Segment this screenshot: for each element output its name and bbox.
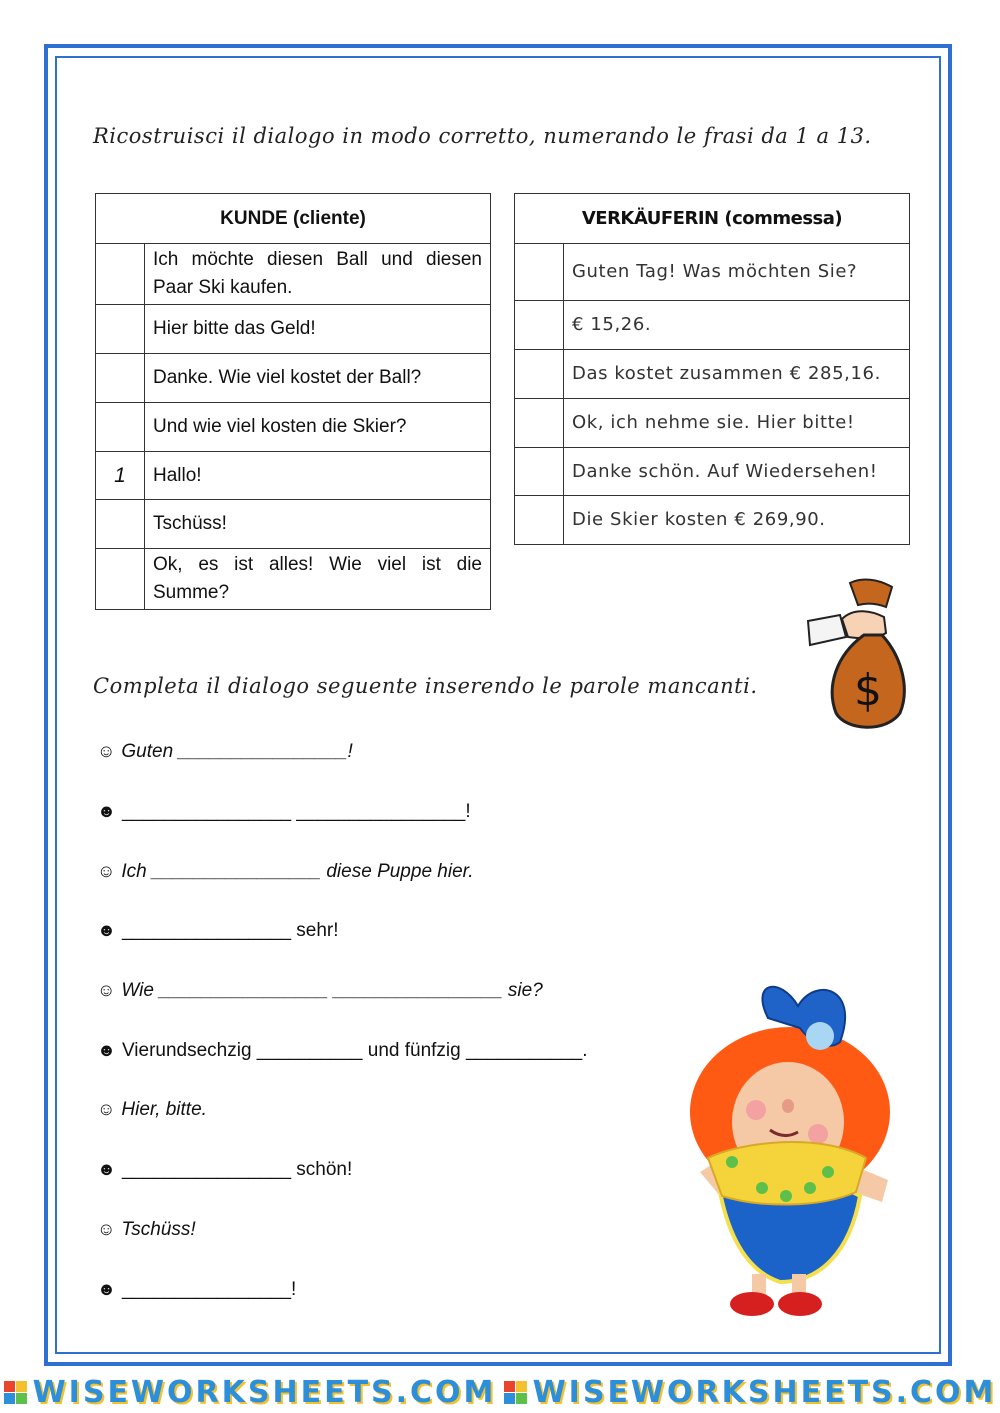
bow-knot — [806, 1022, 834, 1050]
dialogue-line — [97, 801, 471, 823]
dialogue-text[interactable]: Ich ________________ diese Puppe hier. — [121, 861, 474, 882]
dialogue-text[interactable]: ________________ schön! — [121, 1159, 353, 1180]
dialogue-text: Hier, bitte. — [121, 1099, 207, 1120]
dialogue-line — [97, 1159, 352, 1181]
footer-brand — [504, 1375, 997, 1410]
kunde-number-cell[interactable] — [96, 244, 145, 305]
smiley-icon: ☺ — [97, 1219, 116, 1239]
kunde-table — [95, 193, 491, 610]
kunde-table-header: KUNDE (cliente) — [96, 194, 491, 244]
doll-nose — [782, 1099, 794, 1113]
dialogue-text[interactable]: Vierundsechzig __________ und fünfzig ___________. — [121, 1040, 588, 1061]
smiley-icon: ☺ — [97, 741, 116, 761]
dialogue-line — [97, 861, 474, 883]
dialogue-line — [97, 741, 353, 763]
dialogue-text[interactable]: ________________! — [121, 1279, 297, 1300]
kunde-line: Ich möchte diesen Ball und diesen Paar Ski kaufen. — [145, 244, 491, 305]
dollar-sign: $ — [854, 665, 882, 716]
dialogue-text: Tschüss! — [121, 1219, 196, 1240]
bag-top — [850, 580, 892, 607]
verkaeuferin-line: € 15,26. — [564, 301, 910, 350]
verkaeuferin-number-cell[interactable] — [515, 244, 564, 301]
kunde-number-cell[interactable]: 1 — [96, 452, 145, 500]
kunde-line: Hier bitte das Geld! — [145, 305, 491, 354]
kunde-number-cell[interactable] — [96, 354, 145, 403]
cheek — [808, 1124, 828, 1144]
kunde-number-cell[interactable] — [96, 305, 145, 354]
verkaeuferin-line: Das kostet zusammen € 285,16. — [564, 350, 910, 399]
smiley-icon: ☺ — [97, 861, 116, 881]
smiley-filled-icon: ☻ — [97, 1159, 116, 1179]
wise-logo-icon — [4, 1381, 27, 1404]
dialogue-text[interactable]: Guten ________________! — [121, 741, 353, 762]
dialogue-text[interactable]: ________________ ________________! — [121, 801, 471, 822]
flower-decoration — [780, 1190, 792, 1202]
brand-text: WISEWORKSHEETS.COM — [532, 1375, 997, 1410]
instruction-complete: Completa il dialogo seguente inserendo le parole mancanti. — [93, 674, 758, 698]
dialogue-text[interactable]: ________________ sehr! — [121, 920, 339, 941]
smiley-filled-icon: ☻ — [97, 801, 116, 821]
smiley-filled-icon: ☻ — [97, 920, 116, 940]
dialogue-line — [97, 980, 543, 1002]
verkaeuferin-number-cell[interactable] — [515, 496, 564, 545]
flower-decoration — [756, 1182, 768, 1194]
doll-illustration — [660, 982, 896, 1318]
verkaeuferin-line: Ok, ich nehme sie. Hier bitte! — [564, 399, 910, 448]
money-bag-illustration — [806, 577, 912, 733]
kunde-line: Tschüss! — [145, 500, 491, 549]
dialogue-line — [97, 1040, 588, 1062]
smiley-icon: ☺ — [97, 1099, 116, 1119]
kunde-number-cell[interactable] — [96, 500, 145, 549]
kunde-line: Hallo! — [145, 452, 491, 500]
kunde-number-cell[interactable] — [96, 549, 145, 610]
doll-shoe — [778, 1292, 822, 1316]
dialogue-line — [97, 1099, 207, 1121]
footer-brand — [4, 1375, 497, 1410]
cheek — [746, 1100, 766, 1120]
flower-decoration — [804, 1182, 816, 1194]
footer-watermark — [0, 1372, 1000, 1413]
dialogue-text[interactable]: Wie ________________ ________________ sie? — [121, 980, 543, 1001]
flower-decoration — [822, 1166, 834, 1178]
dialogue-line — [97, 1219, 196, 1241]
verkaeuferin-number-cell[interactable] — [515, 350, 564, 399]
smiley-filled-icon: ☻ — [97, 1040, 116, 1060]
dialogue-line — [97, 1279, 296, 1301]
verkaeuferin-line: Die Skier kosten € 269,90. — [564, 496, 910, 545]
kunde-number-cell[interactable] — [96, 403, 145, 452]
verkaeuferin-line: Guten Tag! Was möchten Sie? — [564, 244, 910, 301]
wise-logo-icon — [504, 1381, 527, 1404]
verkaeuferin-table — [514, 193, 910, 545]
brand-text: WISEWORKSHEETS.COM — [32, 1375, 497, 1410]
verkaeuferin-number-cell[interactable] — [515, 301, 564, 350]
sleeve-cuff — [808, 615, 846, 645]
kunde-line: Danke. Wie viel kostet der Ball? — [145, 354, 491, 403]
kunde-line: Und wie viel kosten die Skier? — [145, 403, 491, 452]
instruction-reorder: Ricostruisci il dialogo in modo corretto, numerando le frasi da 1 a 13. — [93, 124, 872, 148]
verkaeuferin-table-header: VERKÄUFERIN (commessa) — [515, 194, 910, 244]
flower-decoration — [726, 1156, 738, 1168]
dialogue-line — [97, 920, 339, 942]
verkaeuferin-number-cell[interactable] — [515, 448, 564, 496]
smiley-icon: ☺ — [97, 980, 116, 1000]
verkaeuferin-number-cell[interactable] — [515, 399, 564, 448]
kunde-line: Ok, es ist alles! Wie viel ist die Summe? — [145, 549, 491, 610]
smiley-filled-icon: ☻ — [97, 1279, 116, 1299]
doll-shoe — [730, 1292, 774, 1316]
verkaeuferin-line: Danke schön. Auf Wiedersehen! — [564, 448, 910, 496]
